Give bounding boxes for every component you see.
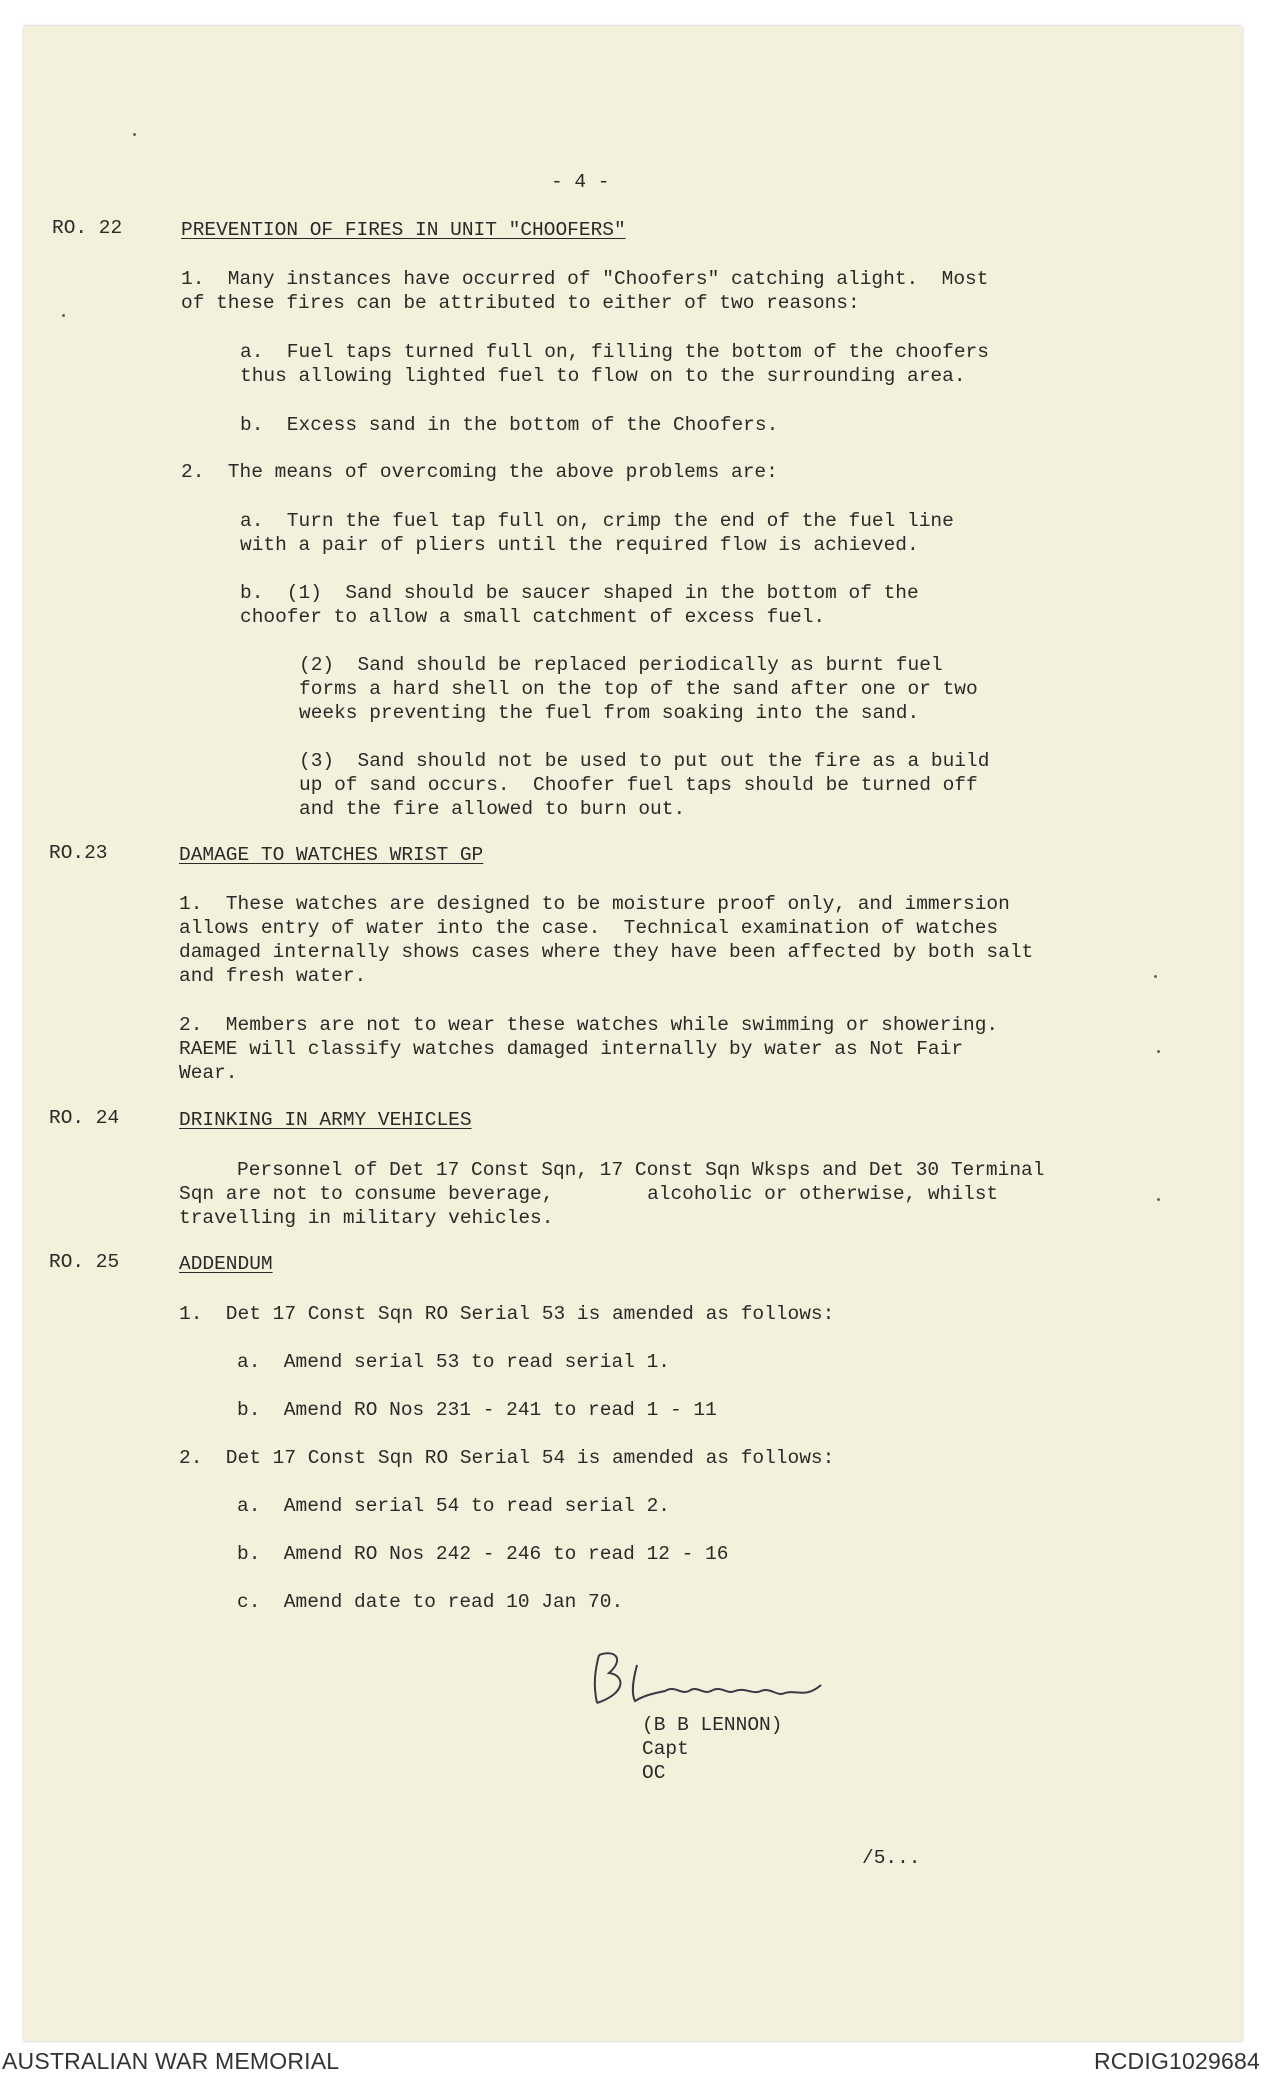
ro22-means-a-line1: a. Turn the fuel tap full on, crimp the end of the fuel line bbox=[240, 510, 954, 532]
ro24-para-line1: Personnel of Det 17 Const Sqn, 17 Const Sqn Wksps and Det 30 Terminal bbox=[237, 1159, 1045, 1181]
ro24-para-line3: travelling in military vehicles. bbox=[179, 1207, 554, 1229]
ro25-item2b: b. Amend RO Nos 242 - 246 to read 12 - 16 bbox=[237, 1543, 729, 1565]
page-number: - 4 - bbox=[551, 171, 610, 193]
ro23-title: DAMAGE TO WATCHES WRIST GP bbox=[179, 844, 484, 866]
ro22-para1-line1: 1. Many instances have occurred of "Choofers" catching alight. Most bbox=[181, 268, 989, 290]
continuation-marker: /5... bbox=[862, 1847, 921, 1869]
ro24-number: RO. 24 bbox=[49, 1107, 120, 1129]
ro22-a-line2: thus allowing lighted fuel to flow on to the surrounding area. bbox=[240, 365, 966, 387]
footer-id: RCDIG1029684 bbox=[1093, 2048, 1260, 2074]
signatory-name: (B B LENNON) bbox=[642, 1714, 783, 1736]
footer-source: AUSTRALIAN WAR MEMORIAL bbox=[2, 2048, 340, 2074]
signatory-rank: Capt bbox=[642, 1738, 689, 1760]
paper-mark bbox=[133, 133, 136, 136]
ro25-item1: 1. Det 17 Const Sqn RO Serial 53 is amended as follows: bbox=[179, 1303, 835, 1325]
ro25-item2: 2. Det 17 Const Sqn RO Serial 54 is amended as follows: bbox=[179, 1447, 835, 1469]
ro22-means-b2-line3: weeks preventing the fuel from soaking into the sand. bbox=[299, 702, 920, 724]
ro25-title: ADDENDUM bbox=[179, 1253, 273, 1275]
ro25-item1b: b. Amend RO Nos 231 - 241 to read 1 - 11 bbox=[237, 1399, 717, 1421]
ro25-item2c: c. Amend date to read 10 Jan 70. bbox=[237, 1591, 624, 1613]
ro25-item1a: a. Amend serial 53 to read serial 1. bbox=[237, 1351, 670, 1373]
handwritten-signature bbox=[585, 1645, 845, 1715]
ro23-para2-line2: RAEME will classify watches damaged internally by water as Not Fair bbox=[179, 1038, 964, 1060]
paper-mark bbox=[1154, 975, 1157, 978]
signatory-role: OC bbox=[642, 1762, 666, 1784]
ro22-a-line1: a. Fuel taps turned full on, filling the bottom of the choofers bbox=[240, 341, 989, 363]
ro22-means-b2-line2: forms a hard shell on the top of the sand after one or two bbox=[299, 678, 978, 700]
ro22-means-b3-line1: (3) Sand should not be used to put out the fire as a build bbox=[299, 750, 990, 772]
ro23-para1-line1: 1. These watches are designed to be moisture proof only, and immersion bbox=[179, 893, 1010, 915]
ro22-means-a-line2: with a pair of pliers until the required flow is achieved. bbox=[240, 534, 919, 556]
ro22-number: RO. 22 bbox=[52, 217, 123, 239]
paper-mark bbox=[1157, 1198, 1160, 1201]
ro23-number: RO.23 bbox=[49, 842, 108, 864]
ro22-title: PREVENTION OF FIRES IN UNIT "CHOOFERS" bbox=[181, 219, 626, 241]
ro22-means-b3-line3: and the fire allowed to burn out. bbox=[299, 798, 686, 820]
ro24-title: DRINKING IN ARMY VEHICLES bbox=[179, 1109, 472, 1131]
paper-mark bbox=[1157, 1050, 1160, 1053]
ro23-para1-line3: damaged internally shows cases where they have been affected by both salt bbox=[179, 941, 1034, 963]
ro25-item2a: a. Amend serial 54 to read serial 2. bbox=[237, 1495, 670, 1517]
ro23-para1-line4: and fresh water. bbox=[179, 965, 367, 987]
ro22-means-b2-line1: (2) Sand should be replaced periodically as burnt fuel bbox=[299, 654, 943, 676]
ro22-means-b1-line2: choofer to allow a small catchment of excess fuel. bbox=[240, 606, 826, 628]
ro23-para2-line1: 2. Members are not to wear these watches while swimming or showering. bbox=[179, 1014, 999, 1036]
ro25-number: RO. 25 bbox=[49, 1251, 120, 1273]
ro23-para1-line2: allows entry of water into the case. Technical examination of watches bbox=[179, 917, 999, 939]
ro22-means-b1-line1: b. (1) Sand should be saucer shaped in the bottom of the bbox=[240, 582, 919, 604]
ro23-para2-line3: Wear. bbox=[179, 1062, 238, 1084]
paper-mark bbox=[62, 314, 65, 317]
ro22-means-b3-line2: up of sand occurs. Choofer fuel taps should be turned off bbox=[299, 774, 978, 796]
ro22-para1-line2: of these fires can be attributed to either of two reasons: bbox=[181, 292, 860, 314]
ro22-b: b. Excess sand in the bottom of the Choofers. bbox=[240, 414, 779, 436]
ro24-para-line2: Sqn are not to consume beverage, alcoholic or otherwise, whilst bbox=[179, 1183, 999, 1205]
ro22-para2: 2. The means of overcoming the above problems are: bbox=[181, 461, 778, 483]
